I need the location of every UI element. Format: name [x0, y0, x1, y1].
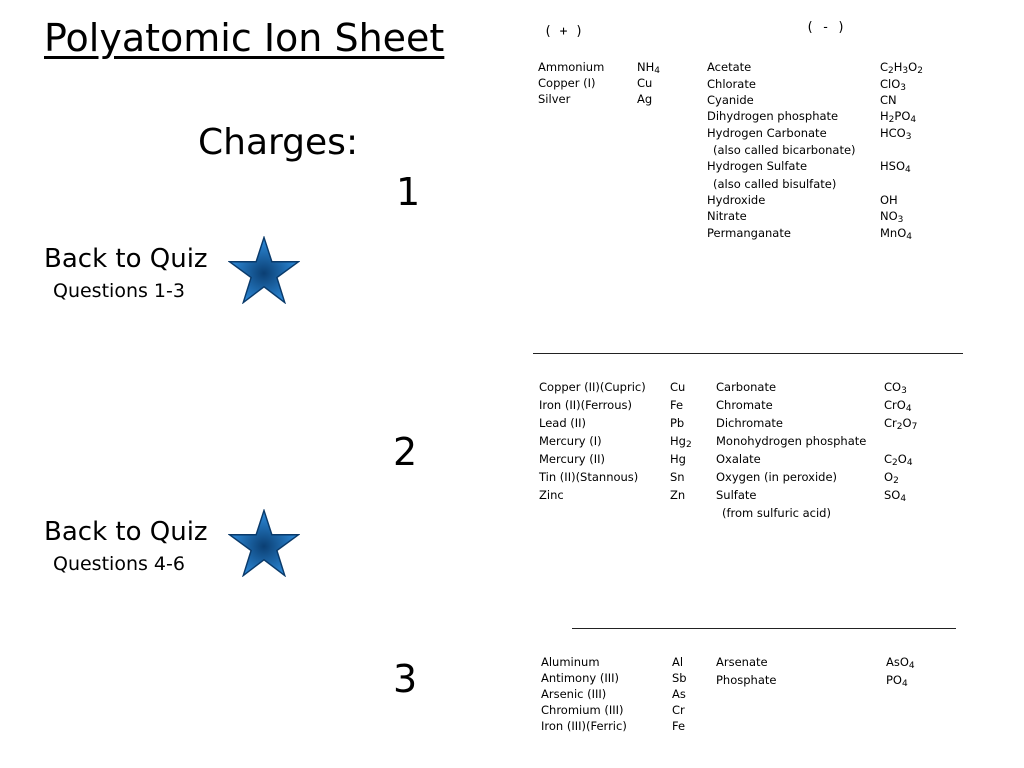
cation-formula: Al — [672, 655, 684, 669]
anion-formula: ClO$_3$ — [880, 77, 907, 93]
anion-formula: $HCO_3$ — [880, 126, 912, 142]
cation-formula: Cu — [637, 76, 653, 90]
star-icon[interactable] — [228, 236, 300, 304]
cation-name: Copper (II)(Cupric) — [539, 380, 646, 394]
anion-formula: CrO$_4$ — [884, 398, 912, 414]
back-to-quiz-label[interactable]: Back to Quiz — [44, 244, 208, 274]
cation-formula: Zn — [670, 488, 686, 502]
back-to-quiz-label[interactable]: Back to Quiz — [44, 517, 208, 547]
cation-name: Antimony (III) — [541, 671, 619, 685]
anion-name: Dichromate — [716, 416, 784, 430]
anion-name: (also called bisulfate) — [713, 177, 837, 191]
anion-name: Hydrogen Carbonate — [707, 126, 827, 140]
negative-column-header: ( - ) — [806, 20, 846, 35]
cation-name: Aluminum — [541, 655, 600, 669]
back-to-quiz-sub[interactable]: Questions 1-3 — [53, 280, 185, 302]
cation-formula: As — [672, 687, 686, 701]
cation-formula: Ag — [637, 92, 653, 106]
cation-formula: $Hg_2$ — [670, 434, 692, 450]
anion-formula: MnO$_4$ — [880, 226, 912, 242]
cation-formula: Cu — [670, 380, 686, 394]
anion-name: Acetate — [707, 60, 752, 74]
charge-number-3: 3 — [393, 657, 418, 701]
charge-number-2: 2 — [393, 430, 418, 474]
anion-name: Cyanide — [707, 93, 754, 107]
cation-name: Mercury (II) — [539, 452, 606, 466]
anion-name: Nitrate — [707, 209, 747, 223]
anion-name: Chromate — [716, 398, 773, 412]
anion-name: Hydrogen Sulfate — [707, 159, 808, 173]
anion-name: Monohydrogen phosphate — [716, 434, 867, 448]
positive-column-header: ( + ) — [544, 24, 584, 39]
cation-formula: Sb — [672, 671, 687, 685]
cation-formula: Fe — [670, 398, 684, 412]
anion-formula: $O_2$ — [884, 470, 899, 486]
cation-name: Copper (I) — [538, 76, 596, 90]
cation-name: Arsenic (III) — [541, 687, 607, 701]
anion-formula: $Cr_2O_7$ — [884, 416, 918, 432]
cation-formula: Pb — [670, 416, 685, 430]
anion-formula: $CO_3$ — [884, 380, 907, 396]
anion-formula: $HSO_4$ — [880, 159, 911, 175]
section-divider — [572, 628, 956, 629]
back-to-quiz-link-2[interactable] — [44, 517, 208, 575]
cation-name: Lead (II) — [539, 416, 587, 430]
cation-name: Tin (II)(Stannous) — [539, 470, 639, 484]
anion-formula: $C_2H_3O_2$ — [880, 60, 923, 76]
cation-formula: Fe — [672, 719, 686, 733]
cation-formula: Sn — [670, 470, 685, 484]
cation-name: Silver — [538, 92, 571, 106]
cation-formula: Hg — [670, 452, 686, 466]
anion-name: Arsenate — [716, 655, 768, 669]
anion-formula: AsO$_4$ — [886, 655, 915, 671]
back-to-quiz-link-1[interactable] — [44, 244, 208, 302]
anion-name: Dihydrogen phosphate — [707, 109, 839, 123]
cation-name: Mercury (I) — [539, 434, 602, 448]
anion-name: Permanganate — [707, 226, 791, 240]
section-divider — [533, 353, 963, 354]
cation-name: Chromium (III) — [541, 703, 624, 717]
anion-formula: CN — [880, 93, 897, 107]
cation-formula: Cr — [672, 703, 685, 717]
cation-name: Zinc — [539, 488, 564, 502]
page-title: Polyatomic Ion Sheet — [44, 16, 445, 60]
anion-name: Oxygen (in peroxide) — [716, 470, 838, 484]
anion-formula: $PO_4$ — [886, 673, 908, 689]
charge-number-1: 1 — [396, 170, 421, 214]
anion-name: (from sulfuric acid) — [722, 506, 831, 520]
anion-formula: $NO_3$ — [880, 209, 904, 225]
charges-label: Charges: — [198, 122, 359, 163]
anion-formula: $H_2PO_4$ — [880, 109, 917, 125]
anion-name: Phosphate — [716, 673, 777, 687]
anion-formula: $C_2O_4$ — [884, 452, 913, 468]
cation-name: Ammonium — [538, 60, 605, 74]
anion-name: Carbonate — [716, 380, 777, 394]
anion-formula: OH — [880, 193, 898, 207]
anion-name: Sulfate — [716, 488, 757, 502]
star-icon[interactable] — [228, 509, 300, 577]
anion-name: (also called bicarbonate) — [713, 143, 856, 157]
cation-name: Iron (II)(Ferrous) — [539, 398, 632, 412]
back-to-quiz-sub[interactable]: Questions 4-6 — [53, 553, 185, 575]
cation-name: Iron (III)(Ferric) — [541, 719, 627, 733]
anion-name: Chlorate — [707, 77, 756, 91]
anion-name: Oxalate — [716, 452, 761, 466]
cation-formula: $NH_4$ — [637, 60, 660, 76]
anion-formula: $SO_4$ — [884, 488, 907, 504]
anion-name: Hydroxide — [707, 193, 766, 207]
